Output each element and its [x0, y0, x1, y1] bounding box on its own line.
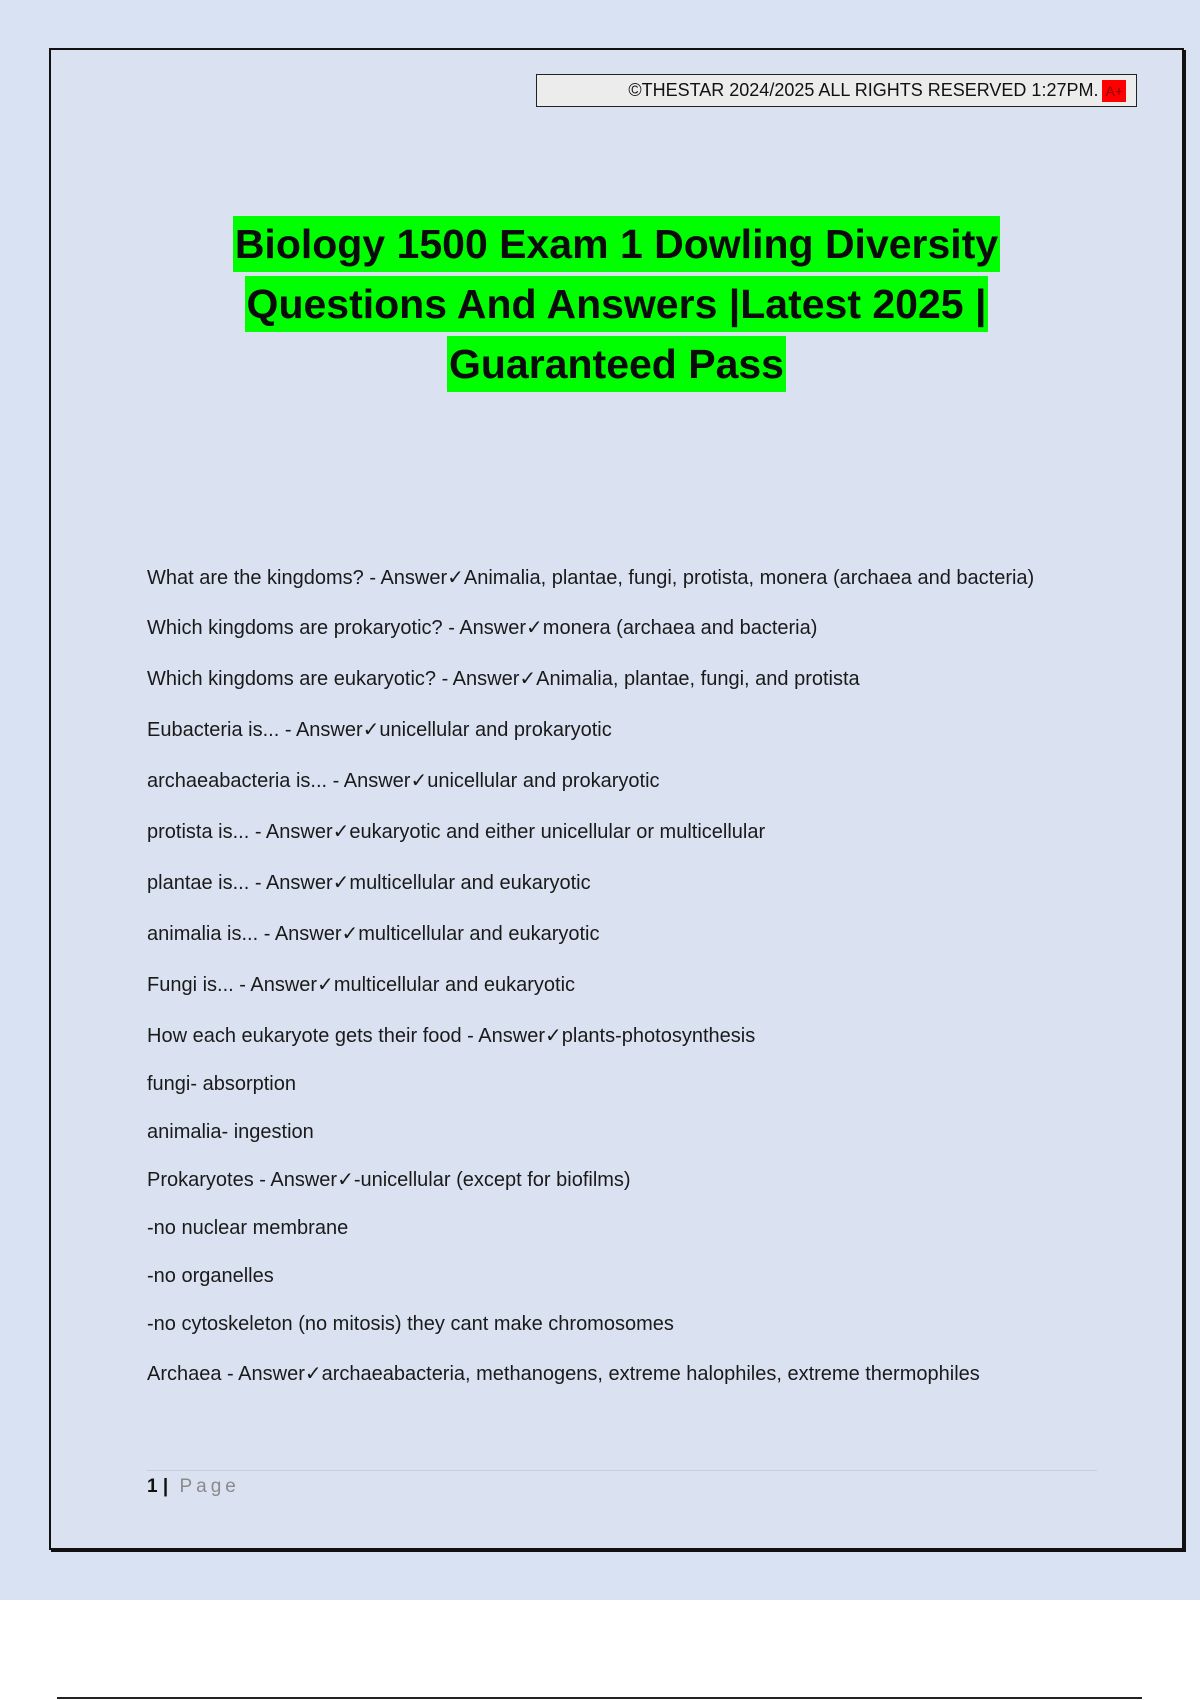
footer-divider — [147, 1470, 1097, 1471]
copyright-text: ©THESTAR 2024/2025 ALL RIGHTS RESERVED 1:27PM. — [628, 80, 1099, 100]
title-line-3: Guaranteed Pass — [447, 336, 786, 392]
document-page — [49, 48, 1184, 1550]
document-title — [51, 212, 1182, 392]
qa-item: Archaea - Answer✓archaeabacteria, methanogens, extreme halophiles, extreme thermophiles — [147, 1363, 980, 1385]
qa-item: How each eukaryote gets their food - Answer✓plants-photosynthesis — [147, 1025, 756, 1047]
qa-list — [147, 564, 1127, 1388]
qa-item: Which kingdoms are eukaryotic? - Answer✓Animalia, plantae, fungi, and protista — [147, 668, 860, 690]
qa-item: animalia is... - Answer✓multicellular and eukaryotic — [147, 923, 600, 945]
qa-item: Which kingdoms are prokaryotic? - Answer✓monera (archaea and bacteria) — [147, 617, 818, 639]
page-number-separator: | — [162, 1476, 169, 1497]
page-number-value: 1 — [147, 1476, 158, 1497]
qa-item: animalia- ingestion — [147, 1121, 314, 1143]
page-number — [147, 1476, 240, 1498]
page-word: Page — [179, 1476, 240, 1497]
qa-item: -no cytoskeleton (no mitosis) they cant make chromosomes — [147, 1313, 674, 1335]
grade-badge: A+ — [1102, 80, 1126, 102]
qa-item: fungi- absorption — [147, 1073, 296, 1095]
title-line-2: Questions And Answers |Latest 2025 | — [245, 276, 989, 332]
qa-item: -no nuclear membrane — [147, 1217, 349, 1239]
qa-item: What are the kingdoms? - Answer✓Animalia, plantae, fungi, protista, monera (archaea and bacteria) — [147, 567, 1035, 589]
copyright-banner — [536, 74, 1137, 107]
next-page-top-rule — [57, 1697, 1142, 1699]
qa-item: protista is... - Answer✓eukaryotic and either unicellular or multicellular — [147, 821, 766, 843]
qa-item: -no organelles — [147, 1265, 274, 1287]
title-line-1: Biology 1500 Exam 1 Dowling Diversity — [233, 216, 1000, 272]
qa-item: archaeabacteria is... - Answer✓unicellular and prokaryotic — [147, 770, 660, 792]
qa-item: Prokaryotes - Answer✓-unicellular (except for biofilms) — [147, 1169, 631, 1191]
qa-item: Fungi is... - Answer✓multicellular and eukaryotic — [147, 974, 576, 996]
qa-item: plantae is... - Answer✓multicellular and eukaryotic — [147, 872, 591, 894]
qa-item: Eubacteria is... - Answer✓unicellular and prokaryotic — [147, 719, 612, 741]
